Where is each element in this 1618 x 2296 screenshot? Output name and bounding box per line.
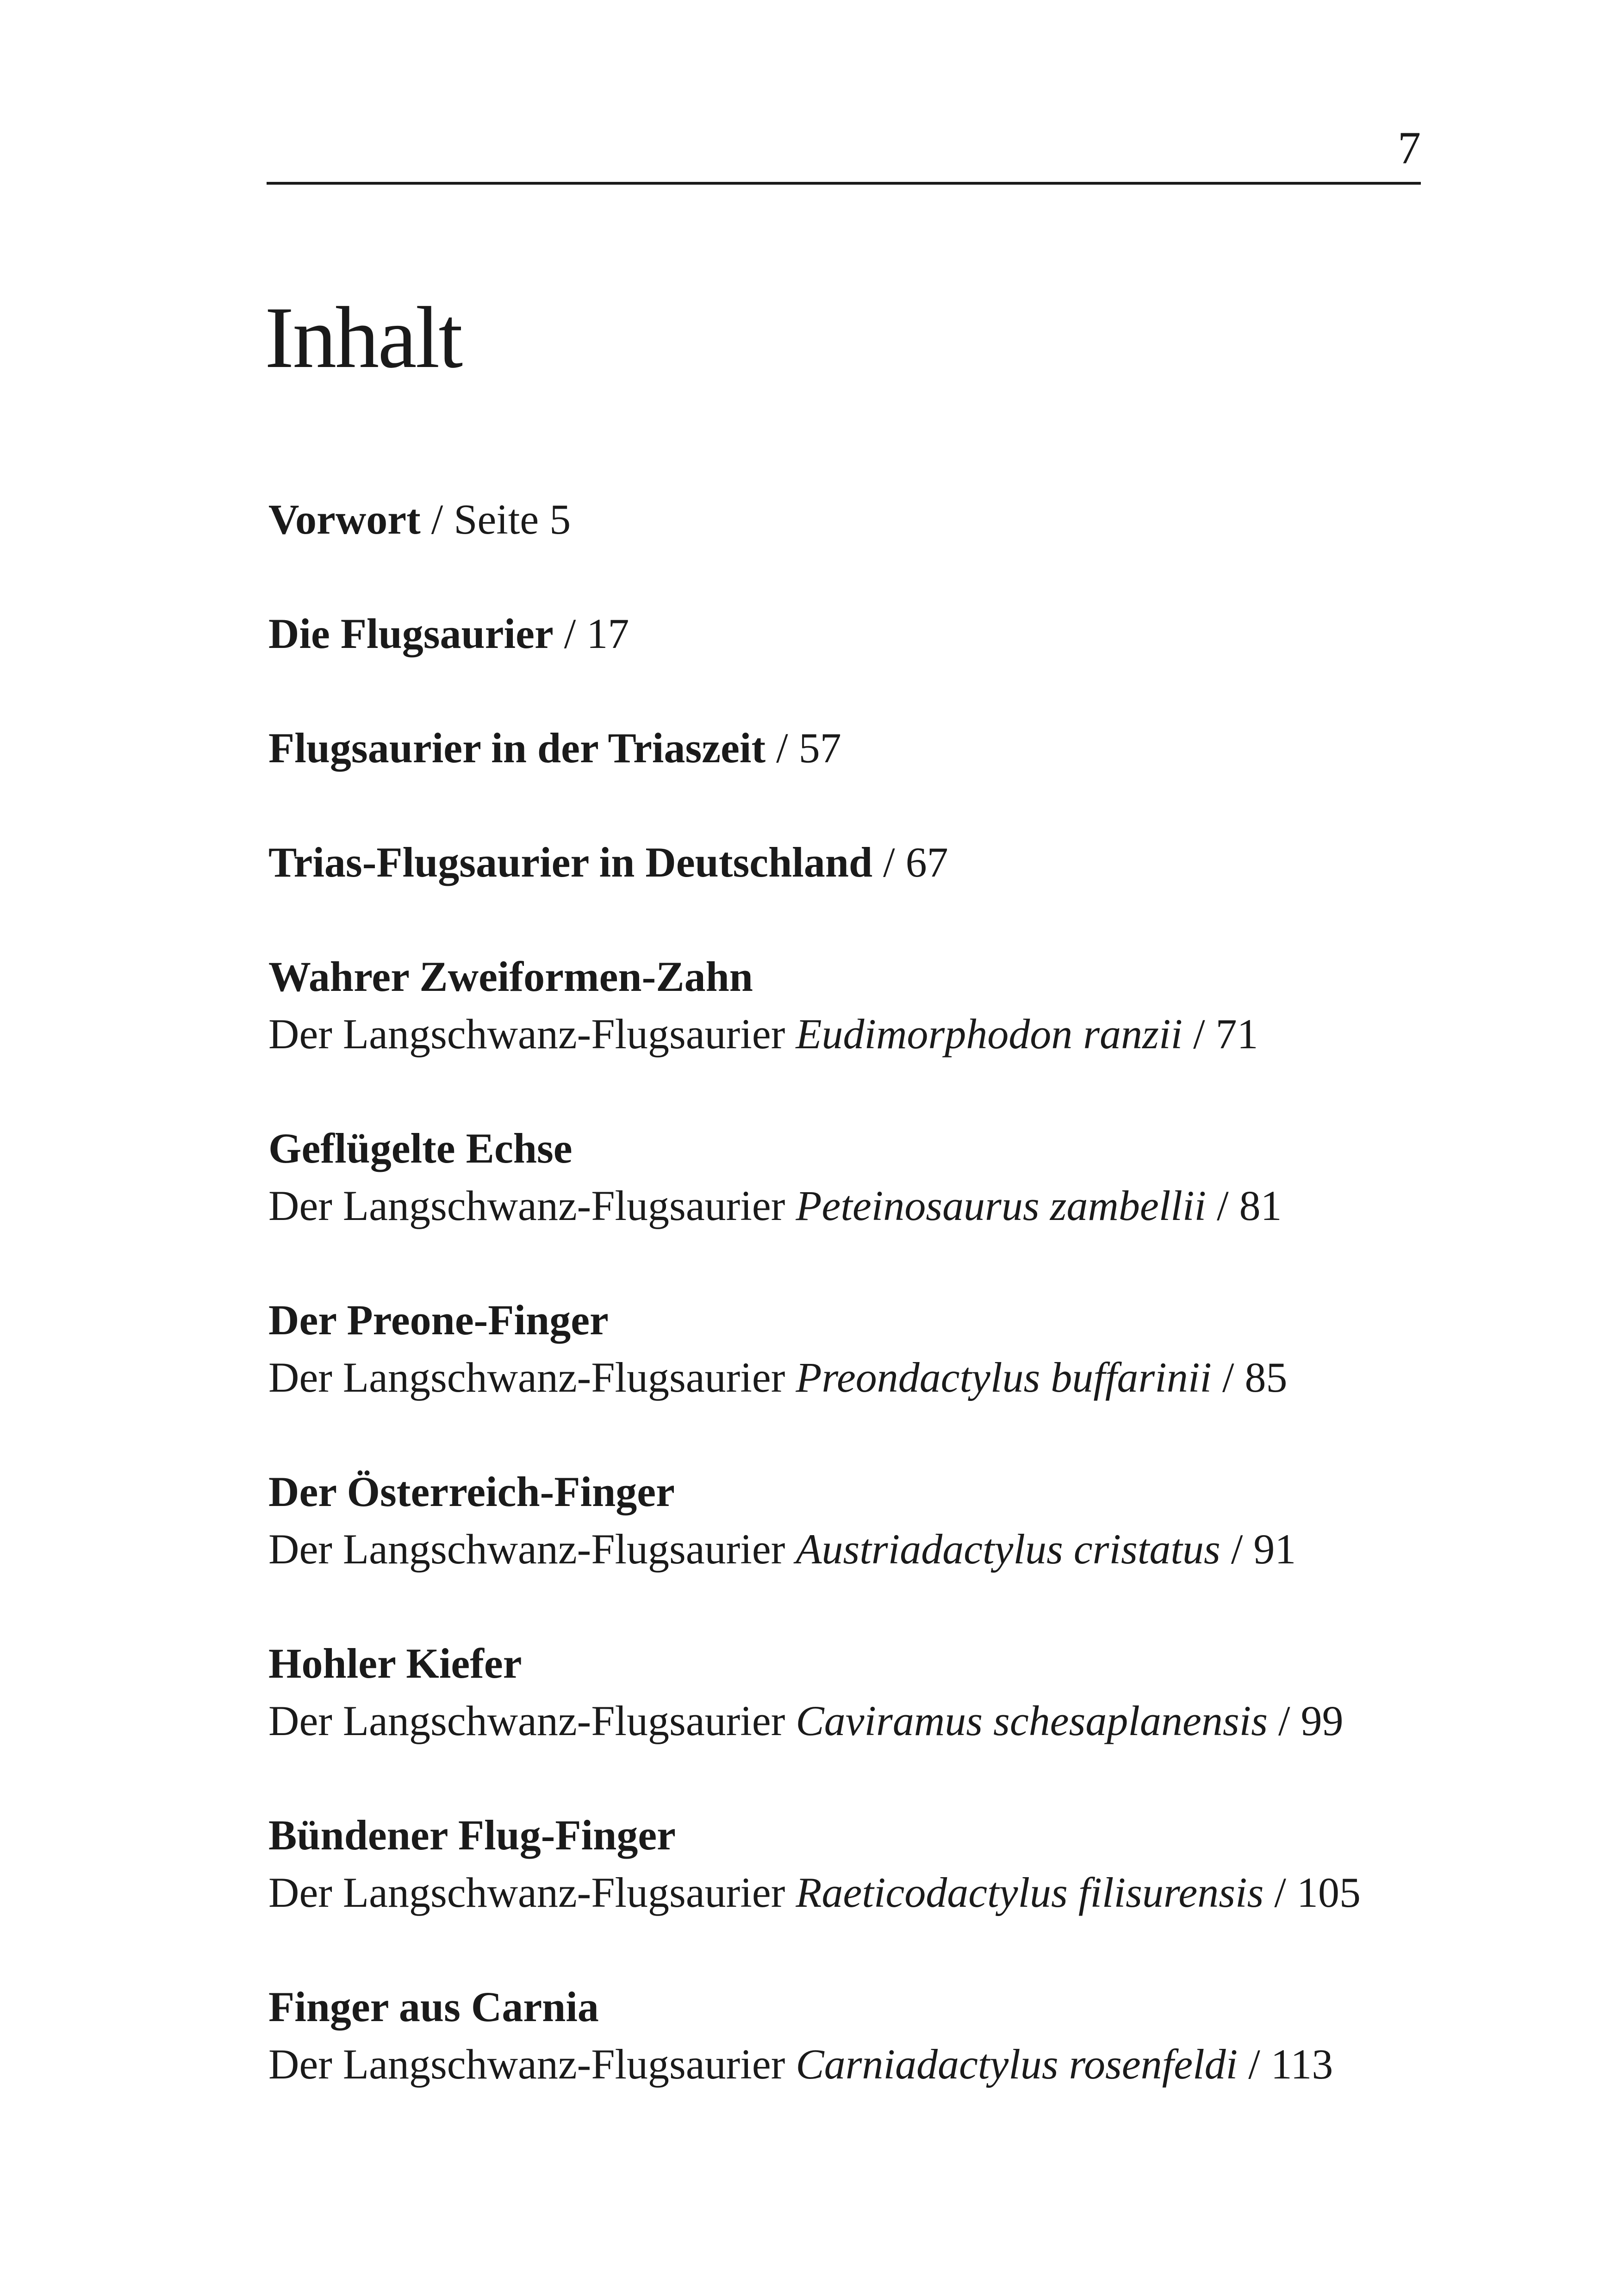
page-title: Inhalt xyxy=(265,289,462,386)
toc-separator: / xyxy=(776,724,799,772)
page-number: 7 xyxy=(1398,122,1421,174)
toc-entry-title: Hohler Kiefer xyxy=(268,1640,522,1687)
table-of-contents xyxy=(268,491,1425,2150)
toc-separator: / xyxy=(1206,1182,1239,1229)
toc-page-ref: 113 xyxy=(1270,2041,1333,2088)
toc-entry-subtitle xyxy=(268,1349,1425,1406)
toc-entry-desc: Der Langschwanz-Flugsaurier xyxy=(268,1697,785,1744)
toc-entry-preondactylus[interactable] xyxy=(268,1291,1425,1406)
toc-entry-title: Die Flugsaurier xyxy=(268,610,554,657)
toc-scientific-name: Austriadactylus cristatus xyxy=(796,1525,1220,1573)
toc-scientific-name: Preondactylus buffarinii xyxy=(796,1354,1212,1401)
toc-entry-title: Flugsaurier in der Triaszeit xyxy=(268,724,766,772)
toc-entry-desc: Der Langschwanz-Flugsaurier xyxy=(268,1354,785,1401)
toc-scientific-name: Caviramus schesaplanensis xyxy=(796,1697,1268,1744)
toc-entry-triaszeit[interactable] xyxy=(268,719,1425,777)
toc-entry-title: Geflügelte Echse xyxy=(268,1125,573,1172)
toc-entry-subtitle xyxy=(268,1177,1425,1234)
toc-entry-vorwort[interactable] xyxy=(268,491,1425,548)
toc-entry-title: Der Österreich-Finger xyxy=(268,1468,675,1515)
toc-page-ref: 17 xyxy=(586,610,629,657)
toc-entry-desc: Der Langschwanz-Flugsaurier xyxy=(268,1525,785,1573)
toc-page-ref: 85 xyxy=(1245,1354,1288,1401)
toc-entry-deutschland[interactable] xyxy=(268,834,1425,891)
toc-page-ref: 81 xyxy=(1239,1182,1282,1229)
toc-separator: / xyxy=(1263,1869,1297,1916)
toc-entry-austriadactylus[interactable] xyxy=(268,1463,1425,1578)
toc-scientific-name: Eudimorphodon ranzii xyxy=(796,1010,1183,1058)
toc-entry-title: Vorwort xyxy=(268,496,421,543)
toc-separator: / xyxy=(1268,1697,1301,1744)
toc-entry-carniadactylus[interactable] xyxy=(268,1978,1425,2093)
header-rule xyxy=(267,182,1421,185)
toc-entry-title: Bündener Flug-Finger xyxy=(268,1811,676,1859)
toc-page-ref: 71 xyxy=(1215,1010,1258,1058)
toc-separator: / xyxy=(431,496,454,543)
toc-separator: / xyxy=(883,839,906,886)
toc-page-ref: 67 xyxy=(905,839,948,886)
toc-separator: / xyxy=(1220,1525,1254,1573)
toc-separator: / xyxy=(1182,1010,1216,1058)
toc-page-ref: 105 xyxy=(1296,1869,1361,1916)
toc-entry-title: Finger aus Carnia xyxy=(268,1983,599,2030)
toc-entry-subtitle xyxy=(268,2035,1425,2093)
toc-entry-desc: Der Langschwanz-Flugsaurier xyxy=(268,1182,785,1229)
toc-entry-raeticodactylus[interactable] xyxy=(268,1806,1425,1921)
toc-separator: / xyxy=(1211,1354,1245,1401)
toc-entry-desc: Der Langschwanz-Flugsaurier xyxy=(268,1010,785,1058)
toc-entry-subtitle xyxy=(268,1692,1425,1749)
toc-entry-peteinosaurus[interactable] xyxy=(268,1120,1425,1234)
toc-entry-desc: Der Langschwanz-Flugsaurier xyxy=(268,1869,785,1916)
toc-entry-subtitle xyxy=(268,1864,1425,1921)
toc-entry-eudimorphodon[interactable] xyxy=(268,948,1425,1063)
toc-page-ref: Seite 5 xyxy=(454,496,571,543)
toc-page-ref: 91 xyxy=(1253,1525,1296,1573)
toc-page-ref: 57 xyxy=(798,724,841,772)
toc-entry-subtitle xyxy=(268,1520,1425,1578)
toc-entry-title: Trias-Flugsaurier in Deutschland xyxy=(268,839,873,886)
toc-entry-caviramus[interactable] xyxy=(268,1635,1425,1749)
toc-entry-subtitle xyxy=(268,1005,1425,1063)
toc-entry-title: Der Preone-Finger xyxy=(268,1296,609,1344)
toc-scientific-name: Carniadactylus rosenfeldi xyxy=(796,2041,1238,2088)
toc-separator: / xyxy=(564,610,587,657)
toc-entry-die-flugsaurier[interactable] xyxy=(268,605,1425,662)
toc-entry-title: Wahrer Zweiformen-Zahn xyxy=(268,953,753,1000)
toc-scientific-name: Raeticodactylus filisurensis xyxy=(796,1869,1264,1916)
toc-entry-desc: Der Langschwanz-Flugsaurier xyxy=(268,2041,785,2088)
toc-separator: / xyxy=(1238,2041,1271,2088)
toc-page-ref: 99 xyxy=(1301,1697,1344,1744)
toc-scientific-name: Peteinosaurus zambellii xyxy=(796,1182,1207,1229)
